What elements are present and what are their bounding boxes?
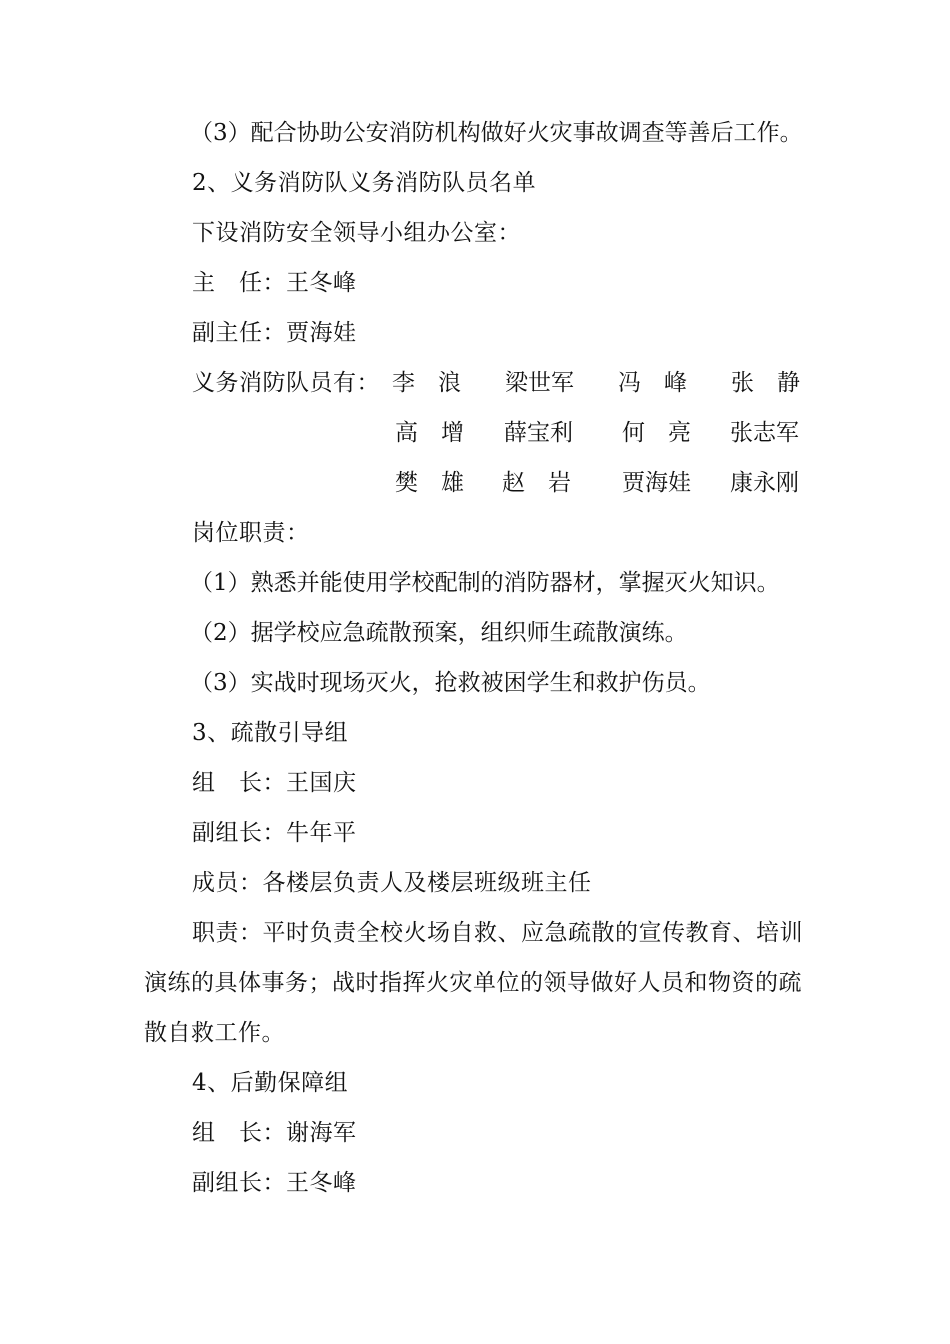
member-name: 高 增	[395, 420, 464, 446]
member-name: 贾海娃	[622, 470, 691, 496]
section-heading-evacuation-group: 3、疏散引导组	[192, 720, 349, 746]
duty-item-2: （2）据学校应急疏散预案，组织师生疏散演练。	[190, 620, 688, 646]
responsibility-paragraph-line-1: 职责：平时负责全校火场自救、应急疏散的宣传教育、培训	[192, 920, 803, 946]
group-leader-line: 组 长：王国庆	[192, 770, 357, 796]
member-name: 冯 峰	[618, 370, 687, 396]
member-name: 樊 雄	[395, 470, 464, 496]
duty-item-1: （1）熟悉并能使用学校配制的消防器材，掌握灭火知识。	[190, 570, 780, 596]
deputy-leader-line: 副组长：牛年平	[192, 820, 357, 846]
section-heading-logistics-group: 4、后勤保障组	[192, 1070, 349, 1096]
job-duties-heading: 岗位职责：	[192, 520, 310, 546]
member-name: 何 亮	[622, 420, 691, 446]
section-heading-volunteer-fire-team: 2、义务消防队义务消防队员名单	[192, 170, 537, 196]
member-name: 薛宝利	[504, 420, 573, 446]
deputy-director-line: 副主任：贾海娃	[192, 320, 357, 346]
members-line: 成员：各楼层负责人及楼层班级班主任	[192, 870, 592, 896]
volunteer-members-label: 义务消防队员有：	[192, 370, 380, 396]
member-name: 康永刚	[730, 470, 799, 496]
logistics-leader-line: 组 长：谢海军	[192, 1120, 357, 1146]
duty-item-3: （3）实战时现场灭火，抢救被困学生和救护伤员。	[190, 670, 711, 696]
member-name: 梁世军	[505, 370, 574, 396]
logistics-deputy-line: 副组长：王冬峰	[192, 1170, 357, 1196]
member-name: 张 静	[731, 370, 800, 396]
responsibility-paragraph-line-3: 散自救工作。	[144, 1020, 285, 1046]
office-intro-text: 下设消防安全领导小组办公室：	[192, 220, 521, 246]
director-line: 主 任：王冬峰	[192, 270, 357, 296]
member-name: 李 浪	[392, 370, 461, 396]
duty-item-3-aftermath: （3）配合协助公安消防机构做好火灾事故调查等善后工作。	[190, 120, 803, 146]
member-name: 赵 岩	[502, 470, 571, 496]
member-name: 张志军	[730, 420, 799, 446]
responsibility-paragraph-line-2: 演练的具体事务；战时指挥火灾单位的领导做好人员和物资的疏	[144, 970, 802, 996]
